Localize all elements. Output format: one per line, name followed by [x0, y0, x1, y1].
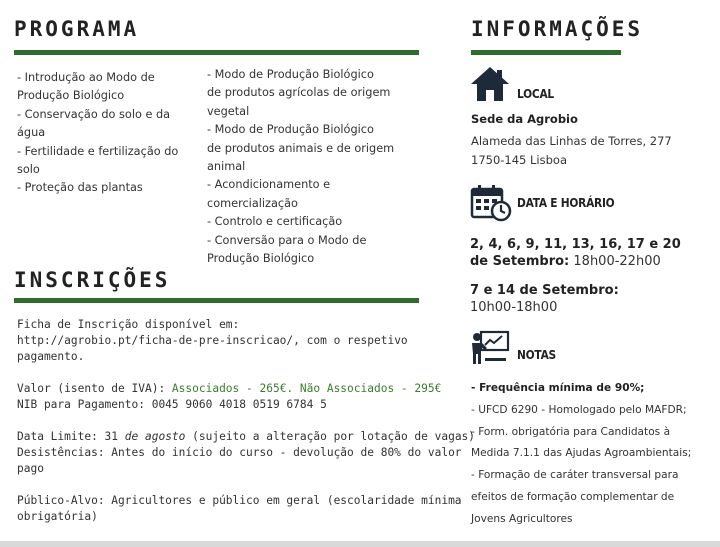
- list-item: - Modo de Produção Biológico: [207, 68, 374, 81]
- data-limite-line: Data Limite: 31 de agosto (sujeito a alteração por lotação de vagas): [17, 430, 476, 443]
- programa-left-list: [17, 69, 178, 198]
- programa-rule: [14, 50, 419, 55]
- informacoes-rule: [471, 50, 621, 55]
- valor-prices: Associados - 265€. Não Associados - 295€: [171, 382, 442, 395]
- publico-line: Público-Alvo: Agricultores e público em geral (escolaridade mínima: [17, 494, 462, 507]
- list-item: - Frequência mínima de 90%;: [471, 382, 645, 394]
- list-item: de produtos animais e de origem: [207, 141, 395, 155]
- bottom-divider: [0, 541, 720, 547]
- list-item: Produção Biológico: [17, 89, 125, 103]
- ficha-line: Ficha de Inscrição disponível em:: [17, 318, 240, 331]
- inscricoes-title: INSCRIÇÕES: [14, 268, 171, 292]
- list-item: - Form. obrigatória para Candidatos à: [471, 425, 671, 438]
- list-item: - Conversão para o Modo de: [207, 233, 367, 247]
- notas-heading: NOTAS: [517, 347, 556, 362]
- desistencias-line: Desistências: Antes do início do curso - devolução de 80% do valor: [17, 446, 462, 459]
- desistencias-line: pago: [17, 462, 44, 475]
- programa-right-list: [207, 66, 394, 268]
- list-item: água: [17, 126, 46, 140]
- list-item: - Controlo e certificação: [207, 215, 343, 229]
- dates-block-1: 2, 4, 6, 9, 11, 13, 16, 17 e 20 de Setembro: 18h00-22h00: [470, 237, 681, 269]
- programa-title: PROGRAMA: [14, 17, 140, 41]
- list-item: - Conservação do solo e da: [17, 107, 171, 121]
- ficha-link[interactable]: http://agrobio.pt/ficha-de-pre-inscricao/: [17, 334, 294, 347]
- list-item: Produção Biológico: [207, 252, 315, 266]
- informacoes-title: INFORMAÇÕES: [471, 17, 644, 41]
- list-item: Jovens Agricultores: [471, 512, 573, 525]
- list-item: - Acondicionamento e: [207, 178, 331, 192]
- list-item: efeitos de formação complementar de: [471, 490, 675, 503]
- inscricoes-rule: [14, 298, 419, 303]
- list-item: solo: [17, 163, 40, 177]
- list-item: comercialização: [207, 196, 298, 210]
- calendar-clock-icon: [470, 184, 512, 222]
- local-heading: LOCAL: [517, 86, 554, 101]
- local-name: Sede da Agrobio: [471, 112, 578, 126]
- list-item: - UFCD 6290 - Homologado pelo MAFDR;: [471, 403, 687, 416]
- nib-line: NIB para Pagamento: 0045 9060 4018 0519 6784 5: [17, 398, 327, 411]
- list-item: vegetal: [207, 104, 250, 118]
- ficha-link-line: http://agrobio.pt/ficha-de-pre-inscricao/, com o respetivo: [17, 334, 408, 347]
- list-item: animal: [207, 160, 246, 174]
- notas-list: [471, 378, 691, 531]
- publico-line: obrigatória): [17, 510, 98, 523]
- local-address: Alameda das Linhas de Torres, 277 1750-145 Lisboa: [471, 134, 672, 167]
- list-item: - Modo de Produção Biológico: [207, 123, 374, 137]
- dates-block-2: 7 e 14 de Setembro: 10h00-18h00: [470, 283, 619, 315]
- list-item: - Introdução ao Modo de: [17, 71, 155, 84]
- house-icon: [470, 66, 510, 102]
- list-item: - Proteção das plantas: [17, 181, 143, 195]
- ficha-line: pagamento.: [17, 350, 85, 363]
- list-item: Medida 7.1.1 das Ajudas Agroambientais;: [471, 447, 692, 460]
- list-item: de produtos agrícolas de origem: [207, 86, 391, 100]
- list-item: - Fertilidade e fertilização do: [17, 144, 179, 158]
- inscricoes-body: [17, 317, 475, 525]
- presentation-icon: [470, 330, 510, 366]
- valor-line: Valor (isento de IVA): Associados - 265€. Não Associados - 295€: [17, 382, 442, 395]
- data-horario-heading: DATA E HORÁRIO: [517, 195, 615, 210]
- list-item: - Formação de caráter transversal para: [471, 469, 679, 482]
